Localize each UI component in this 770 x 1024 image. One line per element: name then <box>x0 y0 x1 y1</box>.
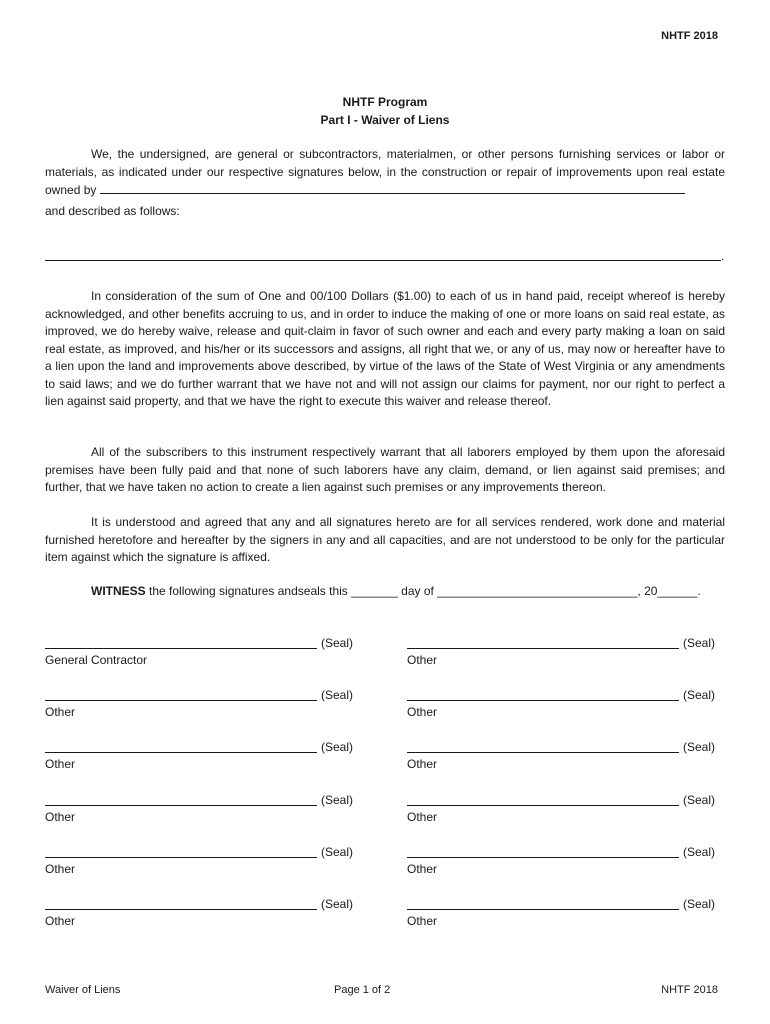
signature-block-right-4 <box>407 793 727 829</box>
signer-role: Other <box>45 914 76 928</box>
signature-line[interactable] <box>407 752 679 753</box>
signer-role: Other <box>407 862 438 876</box>
signature-line[interactable] <box>407 805 679 806</box>
footer-page-number: Page 1 of 2 <box>334 984 391 996</box>
signer-role: Other <box>407 914 438 928</box>
intro-paragraph <box>45 146 725 200</box>
signer-role: Other <box>45 810 76 824</box>
seal-label: (Seal) <box>321 688 354 702</box>
document-subtitle: Part I - Waiver of Liens <box>320 113 450 127</box>
document-title: NHTF Program <box>342 95 428 109</box>
seal-label: (Seal) <box>683 845 716 859</box>
witness-end: . <box>697 584 701 598</box>
seal-label: (Seal) <box>683 897 716 911</box>
signer-role: Other <box>407 653 438 667</box>
witness-label: WITNESS <box>91 584 146 598</box>
witness-text: the following signatures andseals this <box>145 584 352 598</box>
year-prefix: , 20 <box>637 584 658 598</box>
owner-blank-line[interactable] <box>100 181 685 194</box>
signature-block-right-1 <box>407 636 727 672</box>
signature-block-left-2 <box>45 688 365 724</box>
signature-block-left-1 <box>45 636 365 672</box>
seal-label: (Seal) <box>321 845 354 859</box>
signature-block-left-3 <box>45 740 365 776</box>
signer-role: General Contractor <box>45 653 148 667</box>
signer-role: Other <box>45 705 76 719</box>
described-as-label: and described as follows: <box>45 204 180 218</box>
signature-block-left-5 <box>45 845 365 881</box>
day-of-text: day of <box>397 584 438 598</box>
signer-role: Other <box>45 757 76 771</box>
signer-role: Other <box>45 862 76 876</box>
seal-label: (Seal) <box>321 897 354 911</box>
intro-text: We, the undersigned, are general or subcontractors, materialmen, or other persons furnishing services or labor or materials, as indicated under our respective signatures below, in the construction or repair of improvements upon real estate owned by <box>45 147 725 197</box>
month-blank[interactable]: ______________________________ <box>437 584 638 598</box>
signer-role: Other <box>407 757 438 771</box>
warranty-paragraph <box>45 444 725 497</box>
signature-line[interactable] <box>407 700 679 701</box>
signer-role: Other <box>407 810 438 824</box>
seal-label: (Seal) <box>321 793 354 807</box>
consideration-paragraph <box>45 288 725 411</box>
seal-label: (Seal) <box>683 636 716 650</box>
description-period: . <box>721 249 725 263</box>
agreement-text: It is understood and agreed that any and all signatures hereto are for all services rendered, work done and material furnished heretofore and hereafter by the signers in any and all capacities, and are not understood to be only for the particular item against which the signature is affixed. <box>45 515 725 564</box>
day-blank[interactable]: _______ <box>351 584 398 598</box>
signature-line[interactable] <box>407 909 679 910</box>
signature-block-right-5 <box>407 845 727 881</box>
signature-line[interactable] <box>407 857 679 858</box>
footer-code: NHTF 2018 <box>661 984 718 996</box>
signature-line[interactable] <box>407 648 679 649</box>
year-blank[interactable]: ______ <box>657 584 698 598</box>
seal-label: (Seal) <box>683 688 716 702</box>
signature-line[interactable] <box>45 752 317 753</box>
seal-label: (Seal) <box>321 636 354 650</box>
signature-block-right-6 <box>407 897 727 933</box>
footer-doc-name: Waiver of Liens <box>45 984 121 996</box>
description-blank-line[interactable] <box>45 260 721 261</box>
signature-line[interactable] <box>45 700 317 701</box>
signer-role: Other <box>407 705 438 719</box>
signature-block-left-4 <box>45 793 365 829</box>
witness-line <box>91 584 701 598</box>
header-code: NHTF 2018 <box>661 30 718 42</box>
signature-block-right-2 <box>407 688 727 724</box>
seal-label: (Seal) <box>683 793 716 807</box>
signature-line[interactable] <box>45 909 317 910</box>
warranty-text: All of the subscribers to this instrument respectively warrant that all laborers employed by them upon the aforesaid premises have been fully paid and that none of such laborers have any claim, demand, or lien against said premises; and further, that we have taken no action to create a lien against such premises or any improvements thereon. <box>45 445 725 494</box>
agreement-paragraph <box>45 514 725 567</box>
signature-block-left-6 <box>45 897 365 933</box>
signature-line[interactable] <box>45 857 317 858</box>
seal-label: (Seal) <box>321 740 354 754</box>
signature-line[interactable] <box>45 648 317 649</box>
seal-label: (Seal) <box>683 740 716 754</box>
signature-line[interactable] <box>45 805 317 806</box>
signature-block-right-3 <box>407 740 727 776</box>
consideration-text: In consideration of the sum of One and 00/100 Dollars ($1.00) to each of us in hand paid, receipt whereof is hereby acknowledged, and other benefits accruing to us, and in order to induce the making of one or more loans on said real estate, as improved, we do hereby waive, release and quit-claim in favor of such owner and each and every party making a loan on said real estate, as improved, and his/her or its successors and assigns, all right that we, or any of us, may now or hereafter have to a lien upon the land and improvements above described, by virtue of the laws of the State of West Virginia or any amendments to said laws; and we do further warrant that we have not and will not assign our claims for payment, nor our right to perfect a lien against said property, and that we have the right to execute this waiver and release thereof. <box>45 289 725 408</box>
